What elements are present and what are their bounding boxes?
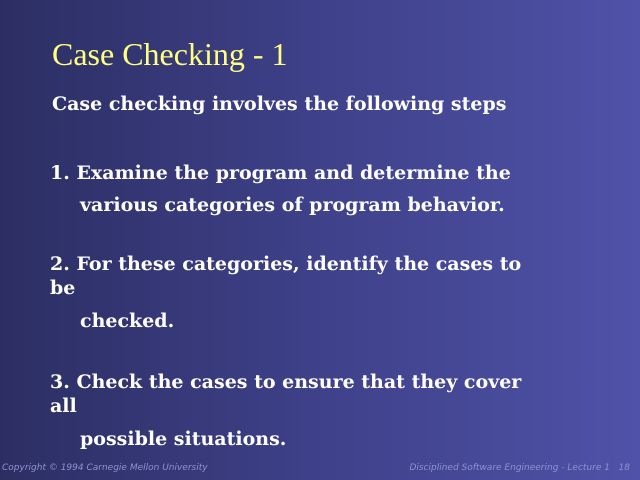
footer-page-number: 18	[618, 463, 630, 473]
step-1-line-1: 1. Examine the program and determine the	[50, 162, 511, 184]
step-3-line-3: possible situations.	[80, 428, 287, 450]
intro-text: Case checking involves the following steps	[52, 93, 507, 115]
step-3-line-1: 3. Check the cases to ensure that they cover	[50, 371, 522, 393]
step-2-line-3: checked.	[80, 310, 175, 332]
footer-course: Disciplined Software Engineering - Lecture 1	[409, 463, 610, 473]
step-2-line-2: be	[50, 277, 76, 299]
step-2	[50, 252, 521, 333]
footer-copyright: Copyright © 1994 Carnegie Mellon University	[2, 463, 208, 473]
step-2-line-1: 2. For these categories, identify the cases to	[50, 253, 522, 275]
slide-title: Case Checking - 1	[52, 36, 288, 72]
step-3-line-2: all	[50, 395, 77, 417]
step-3	[50, 370, 521, 451]
footer-course-info	[409, 463, 630, 473]
step-1-line-2: various categories of program behavior.	[80, 194, 505, 216]
step-1	[50, 157, 511, 221]
